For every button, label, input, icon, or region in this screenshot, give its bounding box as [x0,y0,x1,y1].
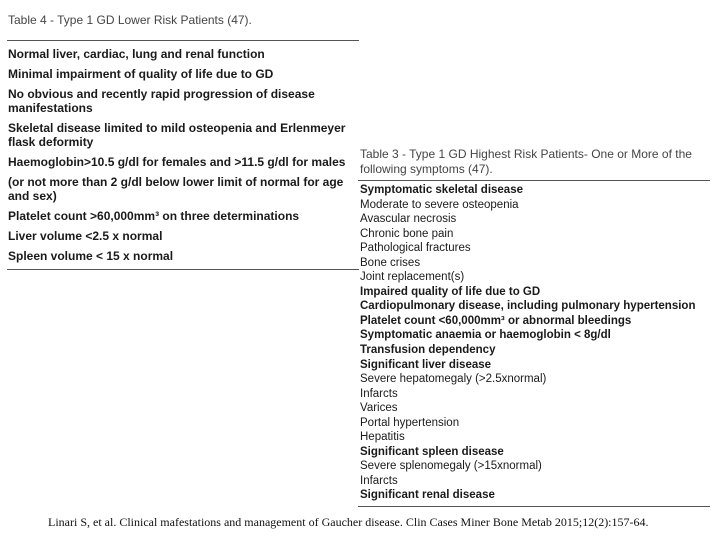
table-4-row: Liver volume <2.5 x normal [8,229,163,243]
table-3-heading-row: Cardiopulmonary disease, including pulmonary hypertension [360,300,696,313]
table-3-heading-row: Significant spleen disease [360,445,504,458]
table-3-row: Infarcts [360,387,398,400]
table-4-top-rule [7,40,359,41]
table-3-row: Joint replacement(s) [360,271,465,284]
table-3-row: Infarcts [360,474,398,487]
table-3-row: Pathological fractures [360,242,471,255]
table-4 [7,10,359,270]
table-3-row: Portal hypertension [360,416,460,429]
table-4-row: Spleen volume < 15 x normal [8,249,174,263]
table-4-row: Skeletal disease limited to mild osteopenia and Erlenmeyer flask deformity [8,121,346,149]
table-3-bottom-rule [358,506,710,507]
table-3-heading-row: Platelet count <60,000mm³ or abnormal bleedings [360,314,632,327]
table-4-row: (or not more than 2 g/dl below lower limit of normal for age and sex) [8,175,344,203]
citation: Linari S, et al. Clinical mafestations and management of Gaucher disease. Clin Cases Miner Bone Metab 2015;12(2):157-64. [48,515,649,529]
table-3-heading-row: Transfusion dependency [360,344,496,357]
table-4-row: Minimal impairment of quality of life due to GD [8,67,274,81]
table-4-row: Haemoglobin>10.5 g/dl for females and >11.5 g/dl for males [8,155,346,169]
table-3-row: Moderate to severe osteopenia [360,198,519,211]
table-3-heading-row: Symptomatic anaemia or haemoglobin < 8g/dl [360,329,611,342]
table-3-row: Severe hepatomegaly (>2.5xnormal) [360,373,547,386]
table-3-row: Chronic bone pain [360,227,454,240]
table-3-heading-row: Significant liver disease [360,358,492,371]
table-4-bottom-rule [7,269,359,270]
table-3-row: Severe splenomegaly (>15xnormal) [360,460,542,473]
table-3-row: Bone crises [360,256,421,269]
table-4-row: Normal liver, cardiac, lung and renal function [8,47,265,61]
table-3 [358,147,710,507]
table-3-row: Varices [360,402,398,415]
table-4-caption: Table 4 - Type 1 GD Lower Risk Patients (47). [8,13,252,27]
table-3-heading-row: Significant renal disease [360,489,495,502]
table-4-row: Platelet count >60,000mm³ on three determinations [8,209,300,223]
table-3-row: Hepatitis [360,431,405,444]
table-4-row: No obvious and recently rapid progression of disease manifestations [8,87,315,115]
table-3-heading-row: Impaired quality of life due to GD [360,285,541,298]
table-3-caption: Table 3 - Type 1 GD Highest Risk Patients- One or More of the following symptoms (47). [360,147,692,176]
table-3-row: Avascular necrosis [360,213,457,226]
table-3-heading-row: Symptomatic skeletal disease [360,184,523,196]
